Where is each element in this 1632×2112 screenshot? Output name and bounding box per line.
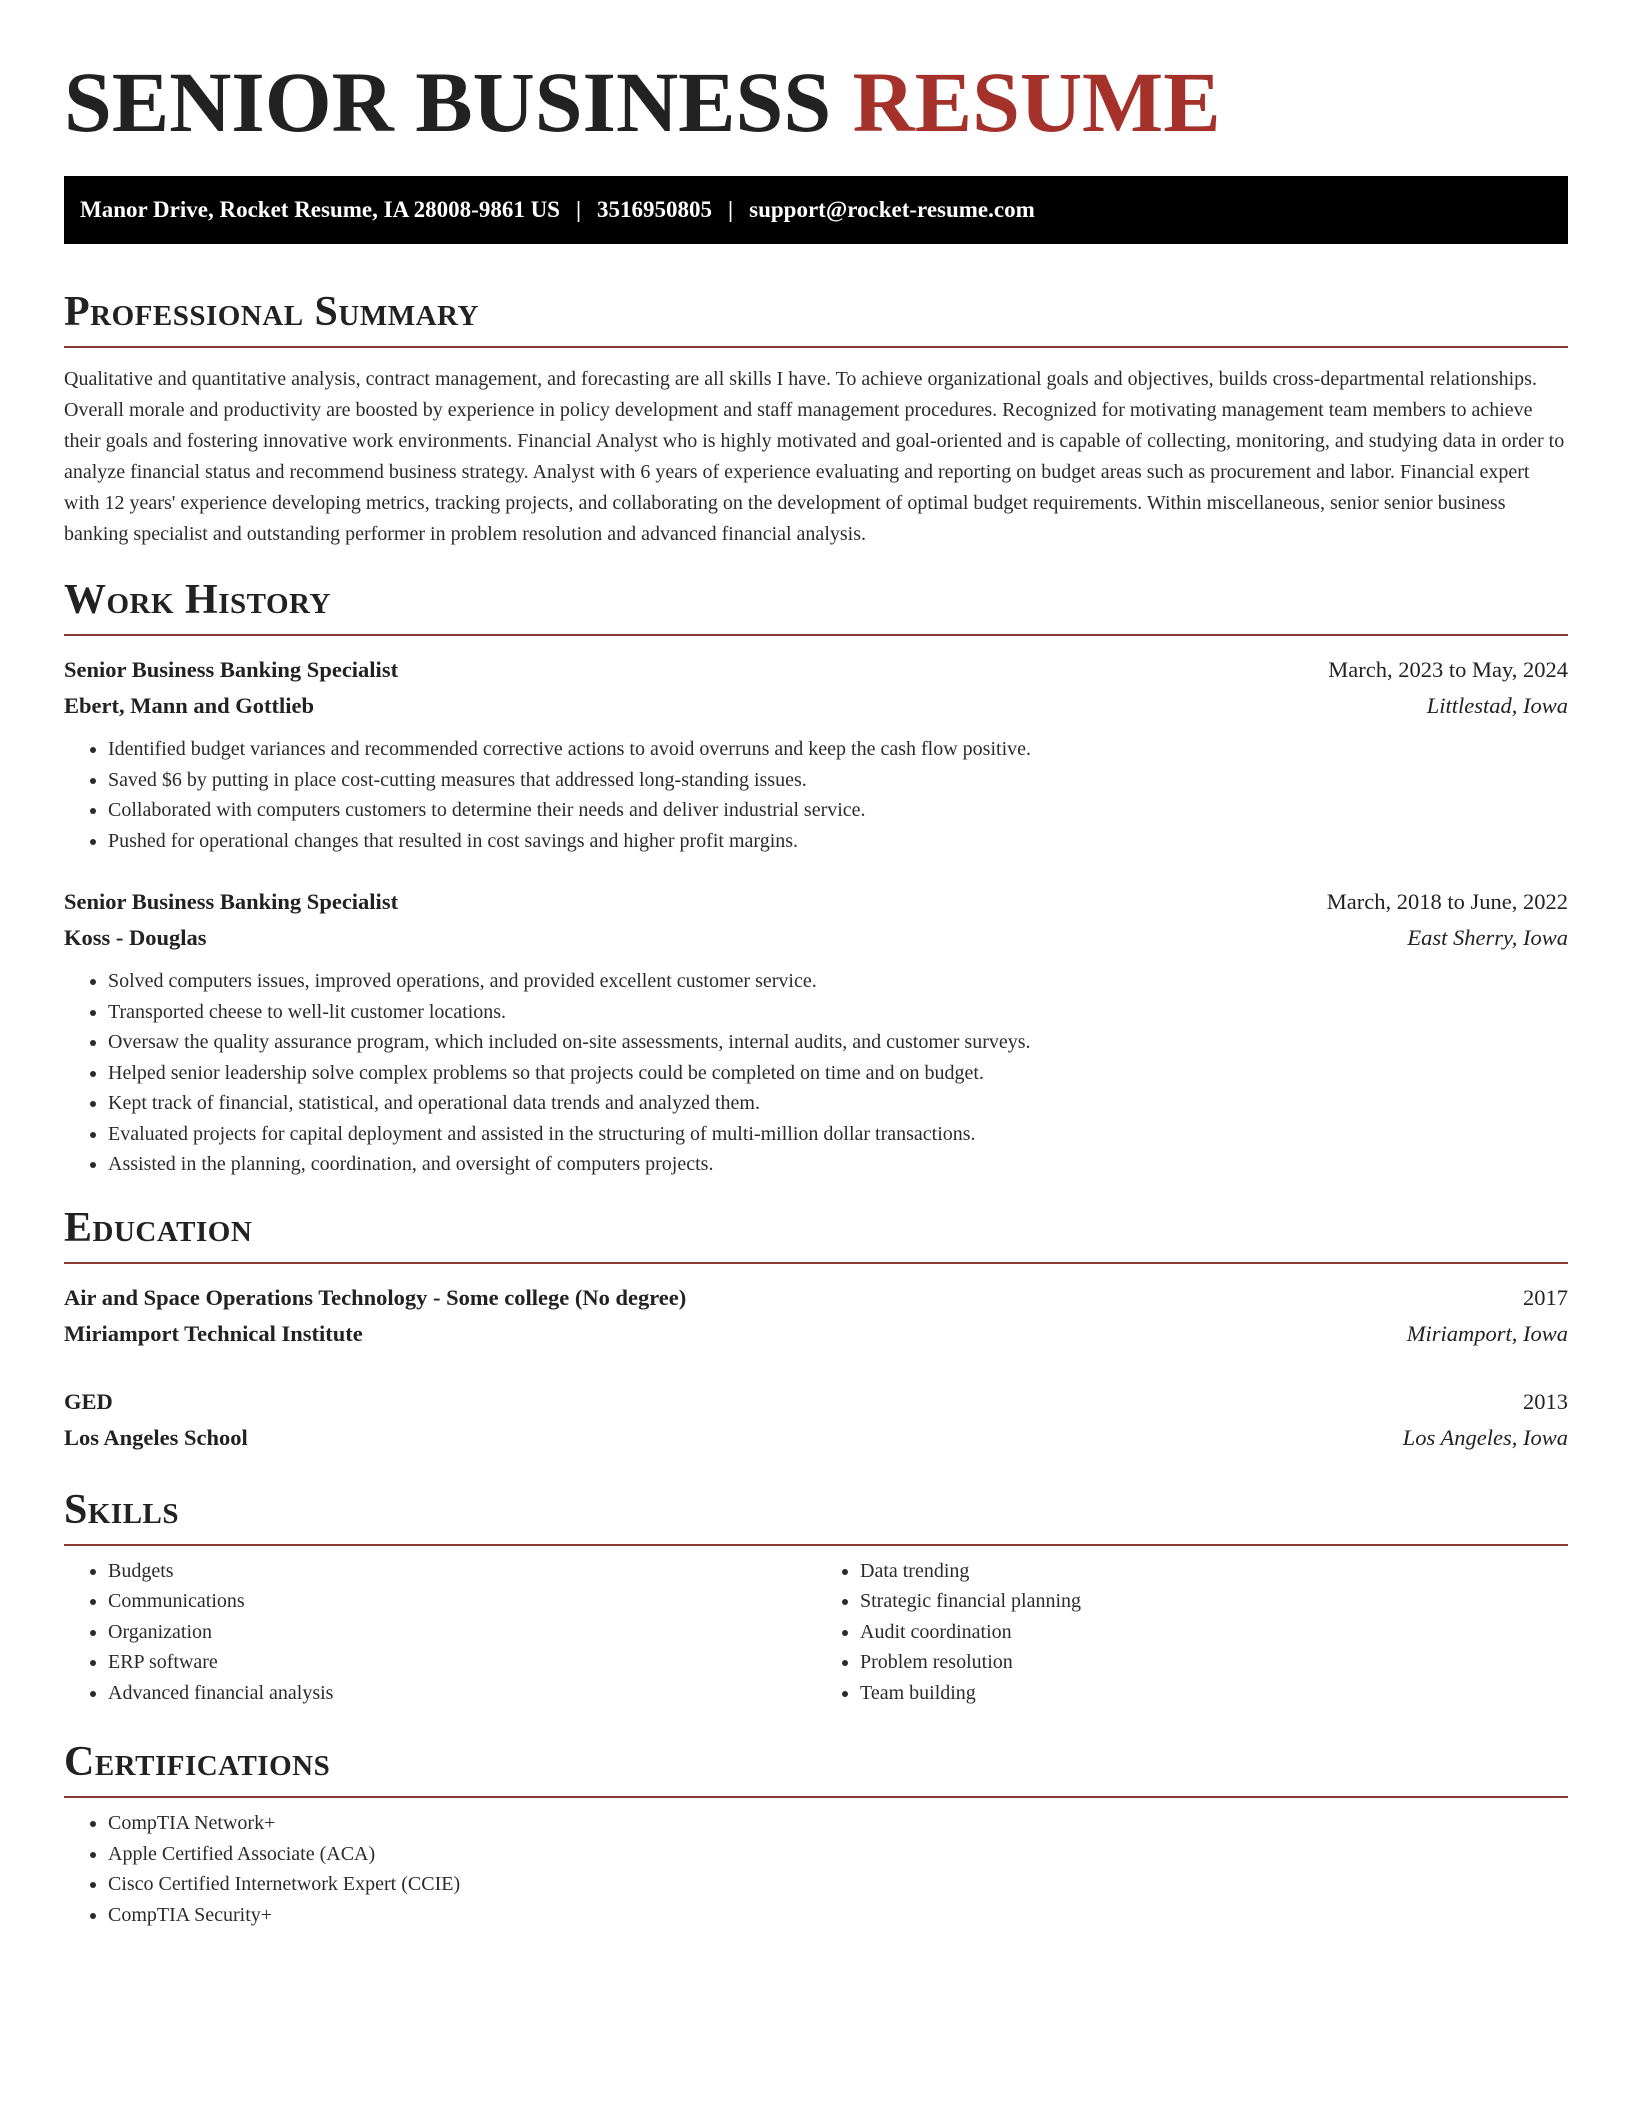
job-location: East Sherry, Iowa [1407, 925, 1568, 950]
education-year: 2013 [1523, 1388, 1568, 1414]
title-accent: RESUME [852, 54, 1221, 150]
contact-phone: 3516950805 [597, 197, 713, 222]
job-entry [64, 652, 1568, 856]
education-degree: Air and Space Operations Technology - Some college (No degree) [64, 1284, 687, 1310]
contact-separator: | [575, 197, 582, 222]
education-entry [64, 1280, 1568, 1352]
job-bullets [64, 966, 1568, 1180]
list-item: • Helped senior leadership solve complex problems so that projects could be completed on time and on budget. [108, 1058, 1568, 1089]
job-dates: March, 2018 to June, 2022 [1326, 889, 1568, 914]
education-entry [64, 1384, 1568, 1456]
contact-address: Manor Drive, Rocket Resume, IA 28008-9861 US [80, 197, 560, 222]
list-item: • Kept track of financial, statistical, and operational data trends and analyzed them. [108, 1088, 1568, 1119]
education-school: Los Angeles School [64, 1424, 248, 1450]
contact-separator: | [728, 197, 734, 222]
contact-bar [64, 176, 1568, 244]
work-history-heading: Work History [64, 576, 1568, 636]
list-item: • Saved $6 by putting in place cost-cutting measures that addressed long-standing issues. [108, 765, 1568, 796]
list-item: • Apple Certified Associate (ACA) [108, 1839, 1568, 1870]
contact-email: support@rocket-resume.com [749, 197, 1035, 222]
list-item: • Cisco Certified Internetwork Expert (CCIE) [108, 1869, 1568, 1900]
summary-section [64, 288, 1568, 550]
list-item: • Solved computers issues, improved operations, and provided excellent customer service. [108, 966, 1568, 997]
list-item: • Communications [108, 1586, 816, 1617]
certifications-heading: Certifications [64, 1738, 1568, 1798]
list-item: • ERP software [108, 1647, 816, 1678]
job-company: Koss - Douglas [64, 925, 207, 950]
list-item: • Problem resolution [860, 1647, 1568, 1678]
job-company: Ebert, Mann and Gottlieb [64, 693, 315, 718]
certifications-section [64, 1738, 1568, 1930]
education-degree: GED [64, 1388, 113, 1414]
list-item: • Collaborated with computers customers to determine their needs and deliver industrial service. [108, 795, 1568, 826]
education-school: Miriamport Technical Institute [64, 1320, 363, 1346]
skills-list-right [816, 1556, 1568, 1709]
list-item: • Pushed for operational changes that resulted in cost savings and higher profit margins. [108, 826, 1568, 857]
education-location: Los Angeles, Iowa [1402, 1424, 1568, 1450]
certifications-list [64, 1808, 1568, 1930]
list-item: • Organization [108, 1617, 816, 1648]
list-item: • Transported cheese to well-lit customer locations. [108, 997, 1568, 1028]
list-item: • Evaluated projects for capital deployment and assisted in the structuring of multi-million dollar transactions. [108, 1119, 1568, 1150]
job-entry [64, 884, 1568, 1180]
skills-list-left [64, 1556, 816, 1709]
job-bullets [64, 734, 1568, 856]
title-main: SENIOR BUSINESS [64, 54, 832, 150]
list-item: • Audit coordination [860, 1617, 1568, 1648]
education-heading: Education [64, 1204, 1568, 1264]
job-dates: March, 2023 to May, 2024 [1328, 657, 1568, 682]
job-location: Littlestad, Iowa [1426, 693, 1568, 718]
job-title: Senior Business Banking Specialist [64, 657, 399, 682]
education-section [64, 1204, 1568, 1456]
list-item: • Team building [860, 1678, 1568, 1709]
skills-section [64, 1486, 1568, 1709]
job-title: Senior Business Banking Specialist [64, 889, 399, 914]
summary-heading: Professional Summary [64, 288, 1568, 348]
resume-title [64, 0, 1568, 176]
work-history-section [64, 576, 1568, 1180]
list-item: • Strategic financial planning [860, 1586, 1568, 1617]
list-item: • Advanced financial analysis [108, 1678, 816, 1709]
list-item: • Identified budget variances and recommended corrective actions to avoid overruns and keep the cash flow positive. [108, 734, 1568, 765]
education-year: 2017 [1523, 1284, 1568, 1310]
list-item: • Assisted in the planning, coordination, and oversight of computers projects. [108, 1149, 1568, 1180]
skills-columns [64, 1546, 1568, 1709]
summary-text: Qualitative and quantitative analysis, contract management, and forecasting are all skills I have. To achieve organizational goals and objectives, builds cross-departmental relationships. Overall morale and productivity are boosted by experience in policy development and staff management procedures. Recognized for motivating management team members to achieve their goals and fostering innovative work environments. Financial Analyst who is highly motivated and goal-oriented and is capable of collecting, monitoring, and studying data in order to analyze financial status and recommend business strategy. Analyst with 6 years of experience evaluating and reporting on budget areas such as procurement and labor. Financial expert with 12 years' experience developing metrics, tracking projects, and collaborating on the development of optimal budget requirements. Within miscellaneous, senior senior business banking specialist and outstanding performer in problem resolution and advanced financial analysis. [64, 368, 1565, 545]
list-item: • Data trending [860, 1556, 1568, 1587]
list-item: • CompTIA Network+ [108, 1808, 1568, 1839]
list-item: • Budgets [108, 1556, 816, 1587]
skills-heading: Skills [64, 1486, 1568, 1546]
list-item: • CompTIA Security+ [108, 1900, 1568, 1931]
education-location: Miriamport, Iowa [1406, 1320, 1568, 1346]
list-item: • Oversaw the quality assurance program, which included on-site assessments, internal audits, and customer surveys. [108, 1027, 1568, 1058]
